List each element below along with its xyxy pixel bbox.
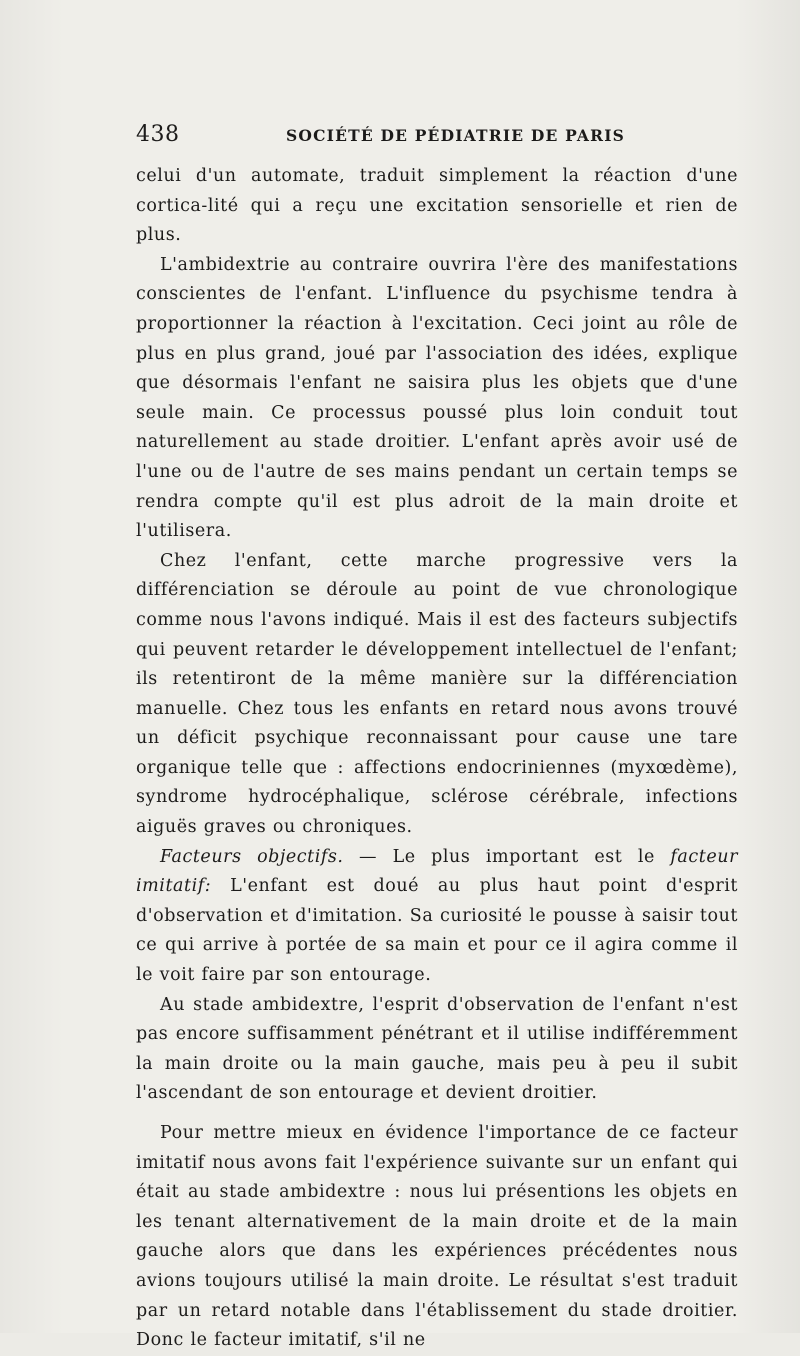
running-title: SOCIÉTÉ DE PÉDIATRIE DE PARIS <box>286 126 626 145</box>
paragraph-1: celui d'un automate, traduit simplement la réaction d'une cortica-lité qui a reçu une excitation sensorielle et rien de plus. <box>136 166 738 246</box>
paragraph-4 <box>136 843 738 991</box>
paragraph-6: Pour mettre mieux en évidence l'importance de ce facteur imitatif nous avons fait l'expérience suivante sur un enfant qui était au stade ambidextre : nous lui présentions les objets en les tenant alternativement de la main droite et de la main gauche alors que dans les expériences précédentes nous avions toujours utilisé la main droite. Le résultat s'est traduit par un retard notable dans l'établissement du stade droitier. Donc le facteur imitatif, s'il ne <box>136 1123 738 1351</box>
section-label: Facteurs objectifs. <box>160 846 344 867</box>
body-text <box>136 162 738 1356</box>
section-text: L'enfant est doué au plus haut point d'esprit d'observation et d'imitation. Sa curiosité le pousse à saisir tout ce qui arrive à portée de sa main et pour ce il agira comme il le voit faire par son entourage. <box>136 876 738 986</box>
section-term: facteur imitatif: <box>136 846 738 897</box>
paragraph-5: Au stade ambidextre, l'esprit d'observation de l'enfant n'est pas encore suffisamment pénétrant et il utilise indifféremment la main droite ou la main gauche, mais peu à peu il subit l'ascendant de son entourage et devient droitier. <box>136 994 738 1104</box>
paragraph-3: Chez l'enfant, cette marche progressive vers la différenciation se déroule au point de vue chronologique comme nous l'avons indiqué. Mais il est des facteurs subjectifs qui peuvent retarder le développement intellectuel de l'enfant; ils retentiront de la même manière sur la différenciation manuelle. Chez tous les enfants en retard nous avons trouvé un déficit psychique reconnaissant pour cause une tare organique telle que : affections endocriniennes (myxœdème), syndrome hydrocéphalique, sclérose cérébrale, infections aiguës graves ou chroniques. <box>136 550 738 838</box>
section-connector: — Le plus important est le <box>343 846 671 867</box>
page-number: 438 <box>136 122 180 147</box>
page-header <box>136 122 736 148</box>
paragraph-2: L'ambidextrie au contraire ouvrira l'ère des manifestations conscientes de l'enfant. L'influence du psychisme tendra à proportionner la réaction à l'excitation. Ceci joint au rôle de plus en plus grand, joué par l'association des idées, explique que désormais l'enfant ne saisira plus les objets que d'une seule main. Ce processus poussé plus loin conduit tout naturellement au stade droitier. L'enfant après avoir usé de l'une ou de l'autre de ses mains pendant un certain temps se rendra compte qu'il est plus adroit de la main droite et l'utilisera. <box>136 254 738 542</box>
